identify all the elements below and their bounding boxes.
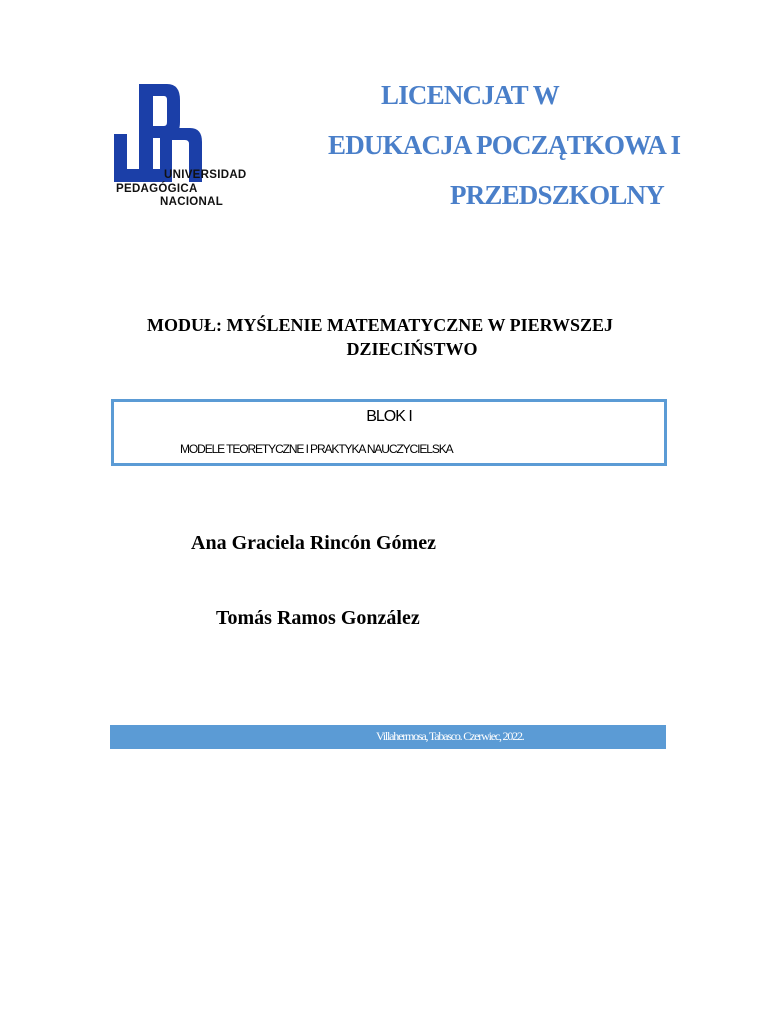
logo-text-pedagogica: PEDAGÓGICA: [116, 183, 198, 195]
block-subtitle: MODELE TEORETYCZNE I PRAKTYKA NAUCZYCIELSKA: [180, 442, 453, 456]
module-title-line-1: MODUŁ: MYŚLENIE MATEMATYCZNE W PIERWSZEJ: [146, 315, 614, 335]
program-title-line-3: PRZEDSZKOLNY: [450, 180, 664, 210]
program-title-line-2: EDUKACJA POCZĄTKOWA I: [328, 130, 681, 160]
logo-text-nacional: NACIONAL: [160, 196, 224, 208]
block-box: [111, 399, 667, 466]
footer-band: [110, 725, 666, 749]
module-title-line-2: DZIECIŃSTWO: [346, 339, 478, 359]
program-title-line-1: LICENCJAT W: [381, 80, 559, 110]
logo-text-universidad: UNIVERSIDAD: [164, 169, 247, 181]
author-name-2: Tomás Ramos González: [216, 607, 420, 629]
block-title: BLOK I: [366, 408, 412, 425]
author-name-1: Ana Graciela Rincón Gómez: [191, 532, 436, 554]
footer-place-date: Villahermosa, Tabasco. Czerwiec, 2022.: [376, 729, 524, 743]
university-logo: [112, 82, 262, 212]
